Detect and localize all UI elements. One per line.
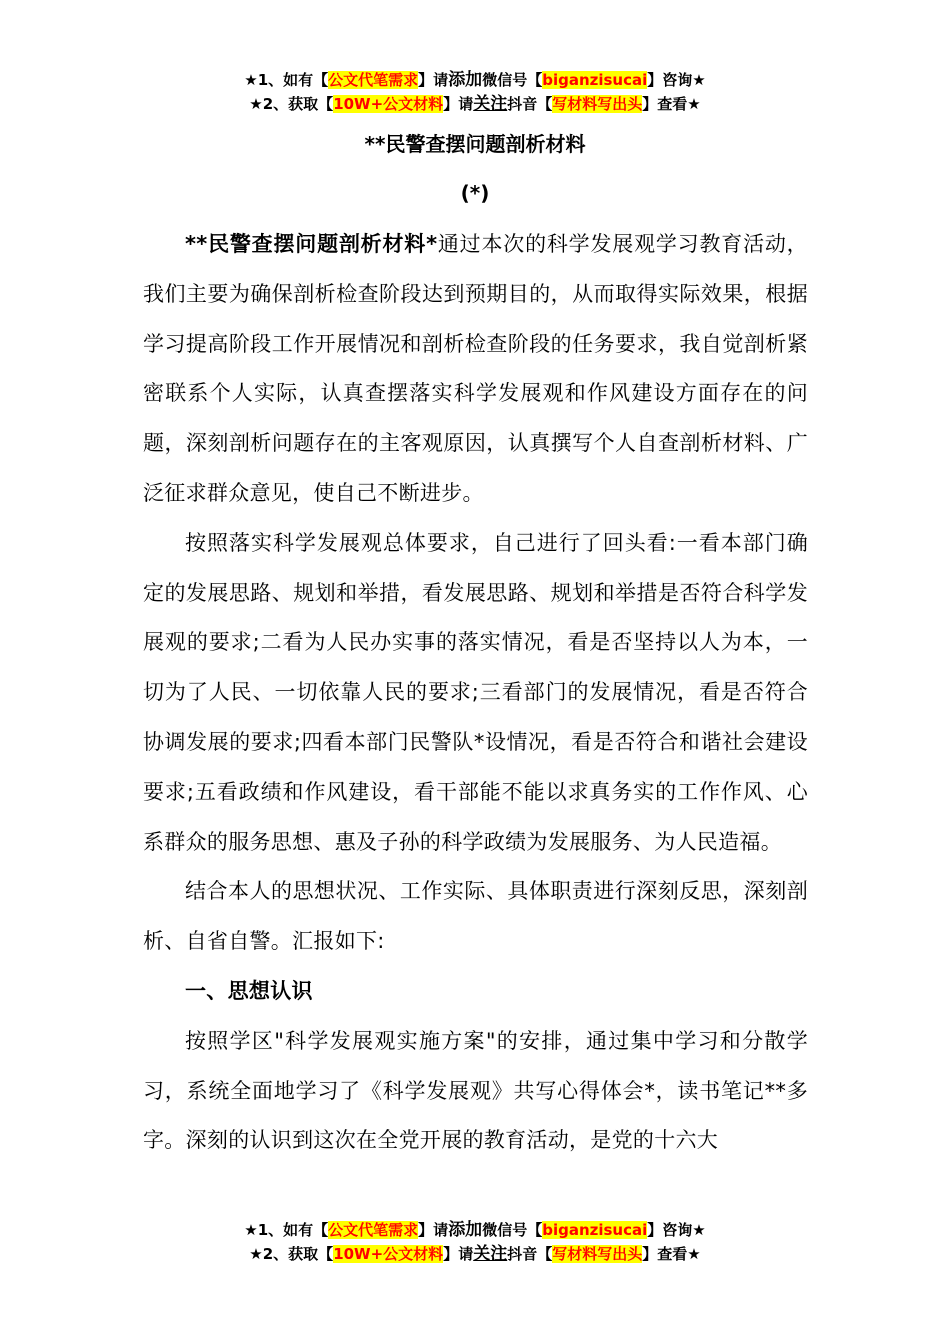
paragraph: 按照学区"科学发展观实施方案"的安排，通过集中学习和分散学习，系统全面地学习了《科学发展观》共写心得体会*，读书笔记**多字。深刻的认识到这次在全党开展的教育活动，是党的十六大 [143, 1028, 808, 1153]
banner-highlight: 10W+公文材料 [333, 95, 444, 113]
banner-line-2 [0, 1242, 950, 1266]
banner-text: 微信号【 [482, 1221, 543, 1239]
banner-text: 抖音【 [507, 95, 553, 113]
banner-highlight: biganzisucai [542, 1221, 648, 1239]
banner-highlight: 写材料写出头 [552, 95, 643, 113]
banner-text: 抖音【 [507, 1245, 553, 1263]
paragraph: 按照落实科学发展观总体要求，自己进行了回头看:一看本部门确定的发展思路、规划和举措，看发展思路、规划和举措是否符合科学发展观的要求;二看为人民办实事的落实情况，看是否坚持以人为本，一切为了人民、一切依靠人民的要求;三看部门的发展情况，看是否符合协调发展的要求;四看本部门民警队*设情况，看是否符合和谐社会建设要求;五看政绩和作风建设，看干部能不能以求真务实的工作作风、心系群众的服务思想、惠及子孙的科学政绩为发展服务、为人民造福。 [143, 530, 808, 854]
banner-highlight: 10W+公文材料 [333, 1245, 444, 1263]
banner-text: ★1、如有【 [244, 1221, 329, 1239]
document-body [143, 220, 808, 1166]
banner-text: ★1、如有【 [244, 71, 329, 89]
banner-emphasis: 添加 [448, 70, 483, 90]
banner-text: ★2、获取【 [249, 1245, 334, 1263]
banner-highlight: 公文代笔需求 [328, 71, 419, 89]
banner-text: 】请 [443, 95, 474, 113]
banner-text: 】咨询★ [647, 71, 706, 89]
paragraph: 结合本人的思想状况、工作实际、具体职责进行深刻反思，深刻剖析、自省自警。汇报如下: [143, 879, 808, 954]
banner-text: 】查看★ [642, 95, 701, 113]
banner-text: 微信号【 [482, 71, 543, 89]
banner-emphasis: 添加 [448, 1220, 483, 1240]
document-title: **民警查摆问题剖析材料 [364, 132, 586, 156]
banner-emphasis: 关注 [473, 1244, 508, 1264]
banner-line-1 [0, 68, 950, 92]
bottom-banner [0, 1218, 950, 1266]
banner-highlight: 写材料写出头 [552, 1245, 643, 1263]
banner-emphasis: 关注 [473, 94, 508, 114]
paragraph-text: 通过本次的科学发展观学习教育活动，我们主要为确保剖析检查阶段达到预期目的，从而取得实际效果，根据学习提高阶段工作开展情况和剖析检查阶段的任务要求，我自觉剖析紧密联系个人实际，认真查摆落实科学发展观和作风建设方面存在的问题，深刻剖析问题存在的主客观原因，认真撰写个人自查剖析材料、广泛征求群众意见，使自己不断进步。 [143, 232, 808, 505]
banner-line-1 [0, 1218, 950, 1242]
paragraph [143, 220, 808, 519]
banner-text: 】请 [418, 1221, 449, 1239]
banner-line-2 [0, 92, 950, 116]
section-heading: 一、思想认识 [185, 978, 313, 1003]
document-subtitle: (*) [460, 181, 490, 205]
banner-highlight: 公文代笔需求 [328, 1221, 419, 1239]
top-banner [0, 68, 950, 116]
banner-highlight: biganzisucai [542, 71, 648, 89]
banner-text: 】查看★ [642, 1245, 701, 1263]
banner-text: 】请 [418, 71, 449, 89]
paragraph-lead: **民警查摆问题剖析材料* [185, 232, 438, 256]
banner-text: 】请 [443, 1245, 474, 1263]
banner-text: ★2、获取【 [249, 95, 334, 113]
banner-text: 】咨询★ [647, 1221, 706, 1239]
